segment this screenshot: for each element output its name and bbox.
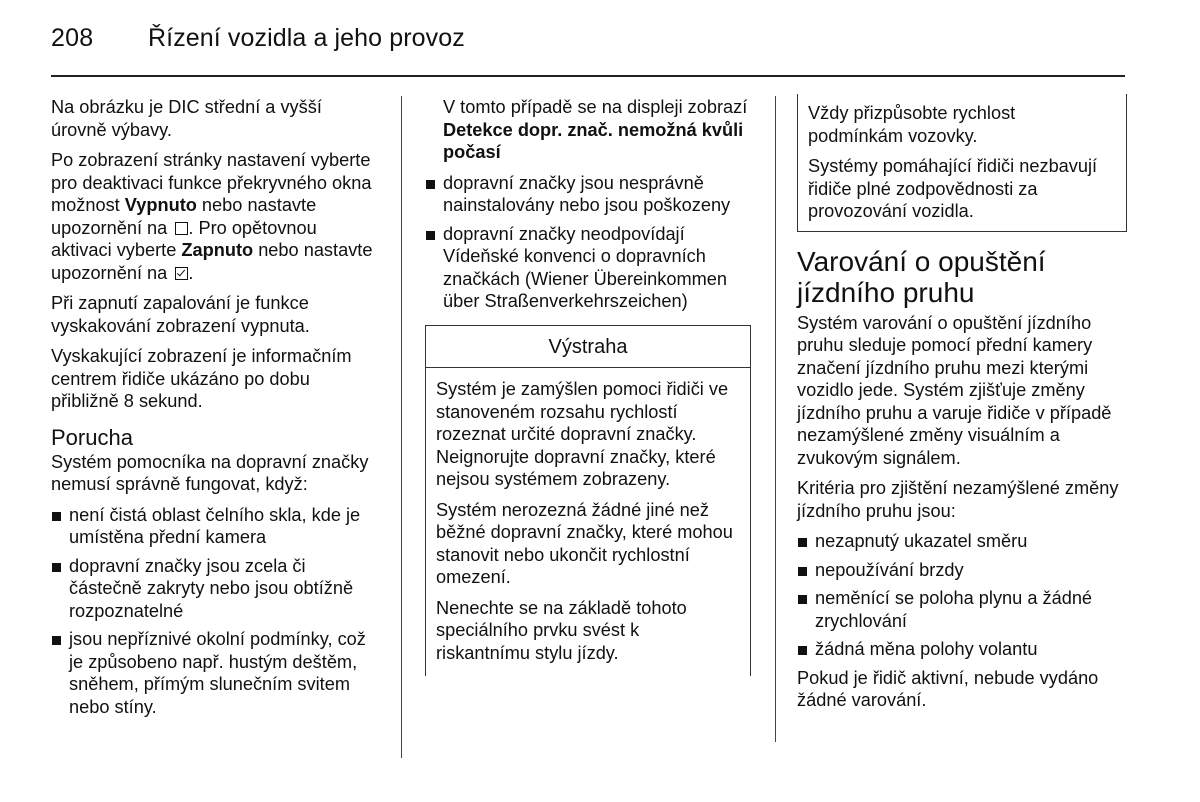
column-1 (51, 96, 381, 724)
list-item (797, 587, 1127, 632)
list-item (797, 559, 1127, 582)
subheading-porucha: Porucha (51, 424, 133, 450)
warning-body (426, 368, 750, 676)
list-item-text: nezapnutý ukazatel směru (815, 531, 1028, 551)
bullet-square-icon (798, 567, 807, 576)
list-item (51, 628, 381, 718)
bullet-square-icon (426, 231, 435, 240)
column-rule-2 (775, 96, 776, 742)
bullet-square-icon (426, 180, 435, 189)
warning-paragraph: Nenechte se na základě tohoto speciálního prvku svést k riskantnímu stylu jízdy. (436, 597, 687, 663)
settings-paragraph (51, 149, 381, 284)
display-message-paragraph (425, 96, 751, 164)
list-item-text: není čistá oblast čelního skla, kde je umístěna přední kamera (69, 504, 361, 547)
warning-paragraph: Vždy přizpůsobte rychlost podmínkám vozovky. (808, 103, 1016, 146)
paragraph: Systém pomocníka na dopravní značky nemusí správně fungovat, když: (51, 451, 369, 494)
paragraph: Pokud je řidič aktivní, nebude vydáno žádné varování. (797, 667, 1099, 710)
paragraph: Na obrázku je DIC střední a vyšší úrovně výbavy. (51, 97, 322, 140)
bullet-square-icon (52, 512, 61, 521)
option-vypnuto: Vypnuto (124, 195, 197, 215)
bullet-square-icon (52, 636, 61, 645)
warning-paragraph: Systém je zamýšlen pomoci řidiči ve stanoveném rozsahu rychlostí rozeznat určité dopravní značky. Neignorujte dopravní značky, které nejsou systémem zobrazeny. (436, 379, 729, 489)
list-item (51, 555, 381, 623)
bullet-list (425, 172, 751, 313)
header-rule (51, 75, 1125, 77)
list-item-text: dopravní značky jsou nesprávně nainstalovány nebo jsou poškozeny (443, 172, 731, 215)
list-item (425, 223, 751, 313)
text: nebo nastavte upozornění na (51, 195, 317, 238)
warning-box (425, 325, 751, 677)
bullet-square-icon (798, 538, 807, 547)
text: Po zobrazení stránky nastavení vyberte pro deaktivaci funkce překryvného okna možnost (51, 150, 372, 215)
list-item (797, 638, 1127, 661)
paragraph: Při zapnutí zapalování je funkce vyskakování zobrazení vypnuta. (51, 293, 310, 336)
list-item-text: neměnící se poloha plynu a žádné zrychlování (815, 588, 1093, 631)
option-zapnuto: Zapnuto (181, 240, 254, 260)
text: V tomto případě se na displeji zobrazí (443, 97, 748, 117)
section-title: Varování o opuštění jízdního pruhu (797, 245, 1046, 308)
checked-box-icon (175, 267, 188, 280)
display-message: Detekce dopr. znač. nemožná kvůli počasí (443, 119, 744, 162)
list-item-text: žádná měna polohy volantu (815, 639, 1038, 659)
page-title: Řízení vozidla a jeho provoz (148, 24, 465, 52)
column-3 (797, 96, 1127, 720)
list-item-text: dopravní značky neodpovídají Vídeňské konvenci o dopravních značkách (Wiener Übereinkommen über Straßenverkehrszeichen) (443, 223, 728, 311)
list-item (425, 172, 751, 217)
list-item-text: nepoužívání brzdy (815, 559, 964, 580)
bullet-list (797, 530, 1127, 661)
bullet-square-icon (798, 595, 807, 604)
paragraph: Systém varování o opuštění jízdního pruhu sleduje pomocí přední kamery značení jízdního pruhu mezi kterými vozidlo jede. Systém zjišťuje změny jízdního pruhu a varuje řidiče v případě nezamýšlené změny visuálním a zvukovým signálem. (797, 312, 1112, 468)
warning-title: Výstraha (426, 326, 750, 369)
text: . Pro opětovnou aktivaci vyberte (51, 217, 317, 260)
list-item-text: jsou nepříznivé okolní podmínky, což je způsobeno např. hustým deštěm, sněhem, přímým slunečním svitem nebo stíny. (69, 629, 366, 717)
page-number: 208 (51, 24, 94, 52)
list-item (797, 530, 1127, 553)
bullet-square-icon (798, 646, 807, 655)
list-item-text: dopravní značky jsou zcela či částečně zakryty nebo jsou obtížně rozpoznatelné (69, 555, 354, 621)
column-rule-1 (401, 96, 402, 758)
text: . (188, 262, 194, 283)
bullet-list (51, 504, 381, 719)
bullet-square-icon (52, 563, 61, 572)
warning-paragraph: Systém nerozezná žádné jiné než běžné dopravní značky, které mohou stanovit nebo ukončit rychlostní omezení. (436, 499, 733, 587)
list-item (51, 504, 381, 549)
warning-paragraph: Systémy pomáhající řidiči nezbavují řidiče plné zodpovědnosti za provozování vozidla. (808, 156, 1098, 221)
paragraph: Vyskakující zobrazení je informačním centrem řidiče ukázáno po dobu přibližně 8 sekund. (51, 346, 352, 411)
unchecked-box-icon (175, 222, 188, 235)
text: nebo nastavte upozornění na (51, 240, 373, 283)
paragraph: Kritéria pro zjištění nezamýšlené změny jízdního pruhu jsou: (797, 478, 1119, 521)
warning-box-continued (797, 94, 1127, 232)
column-2 (425, 96, 751, 676)
